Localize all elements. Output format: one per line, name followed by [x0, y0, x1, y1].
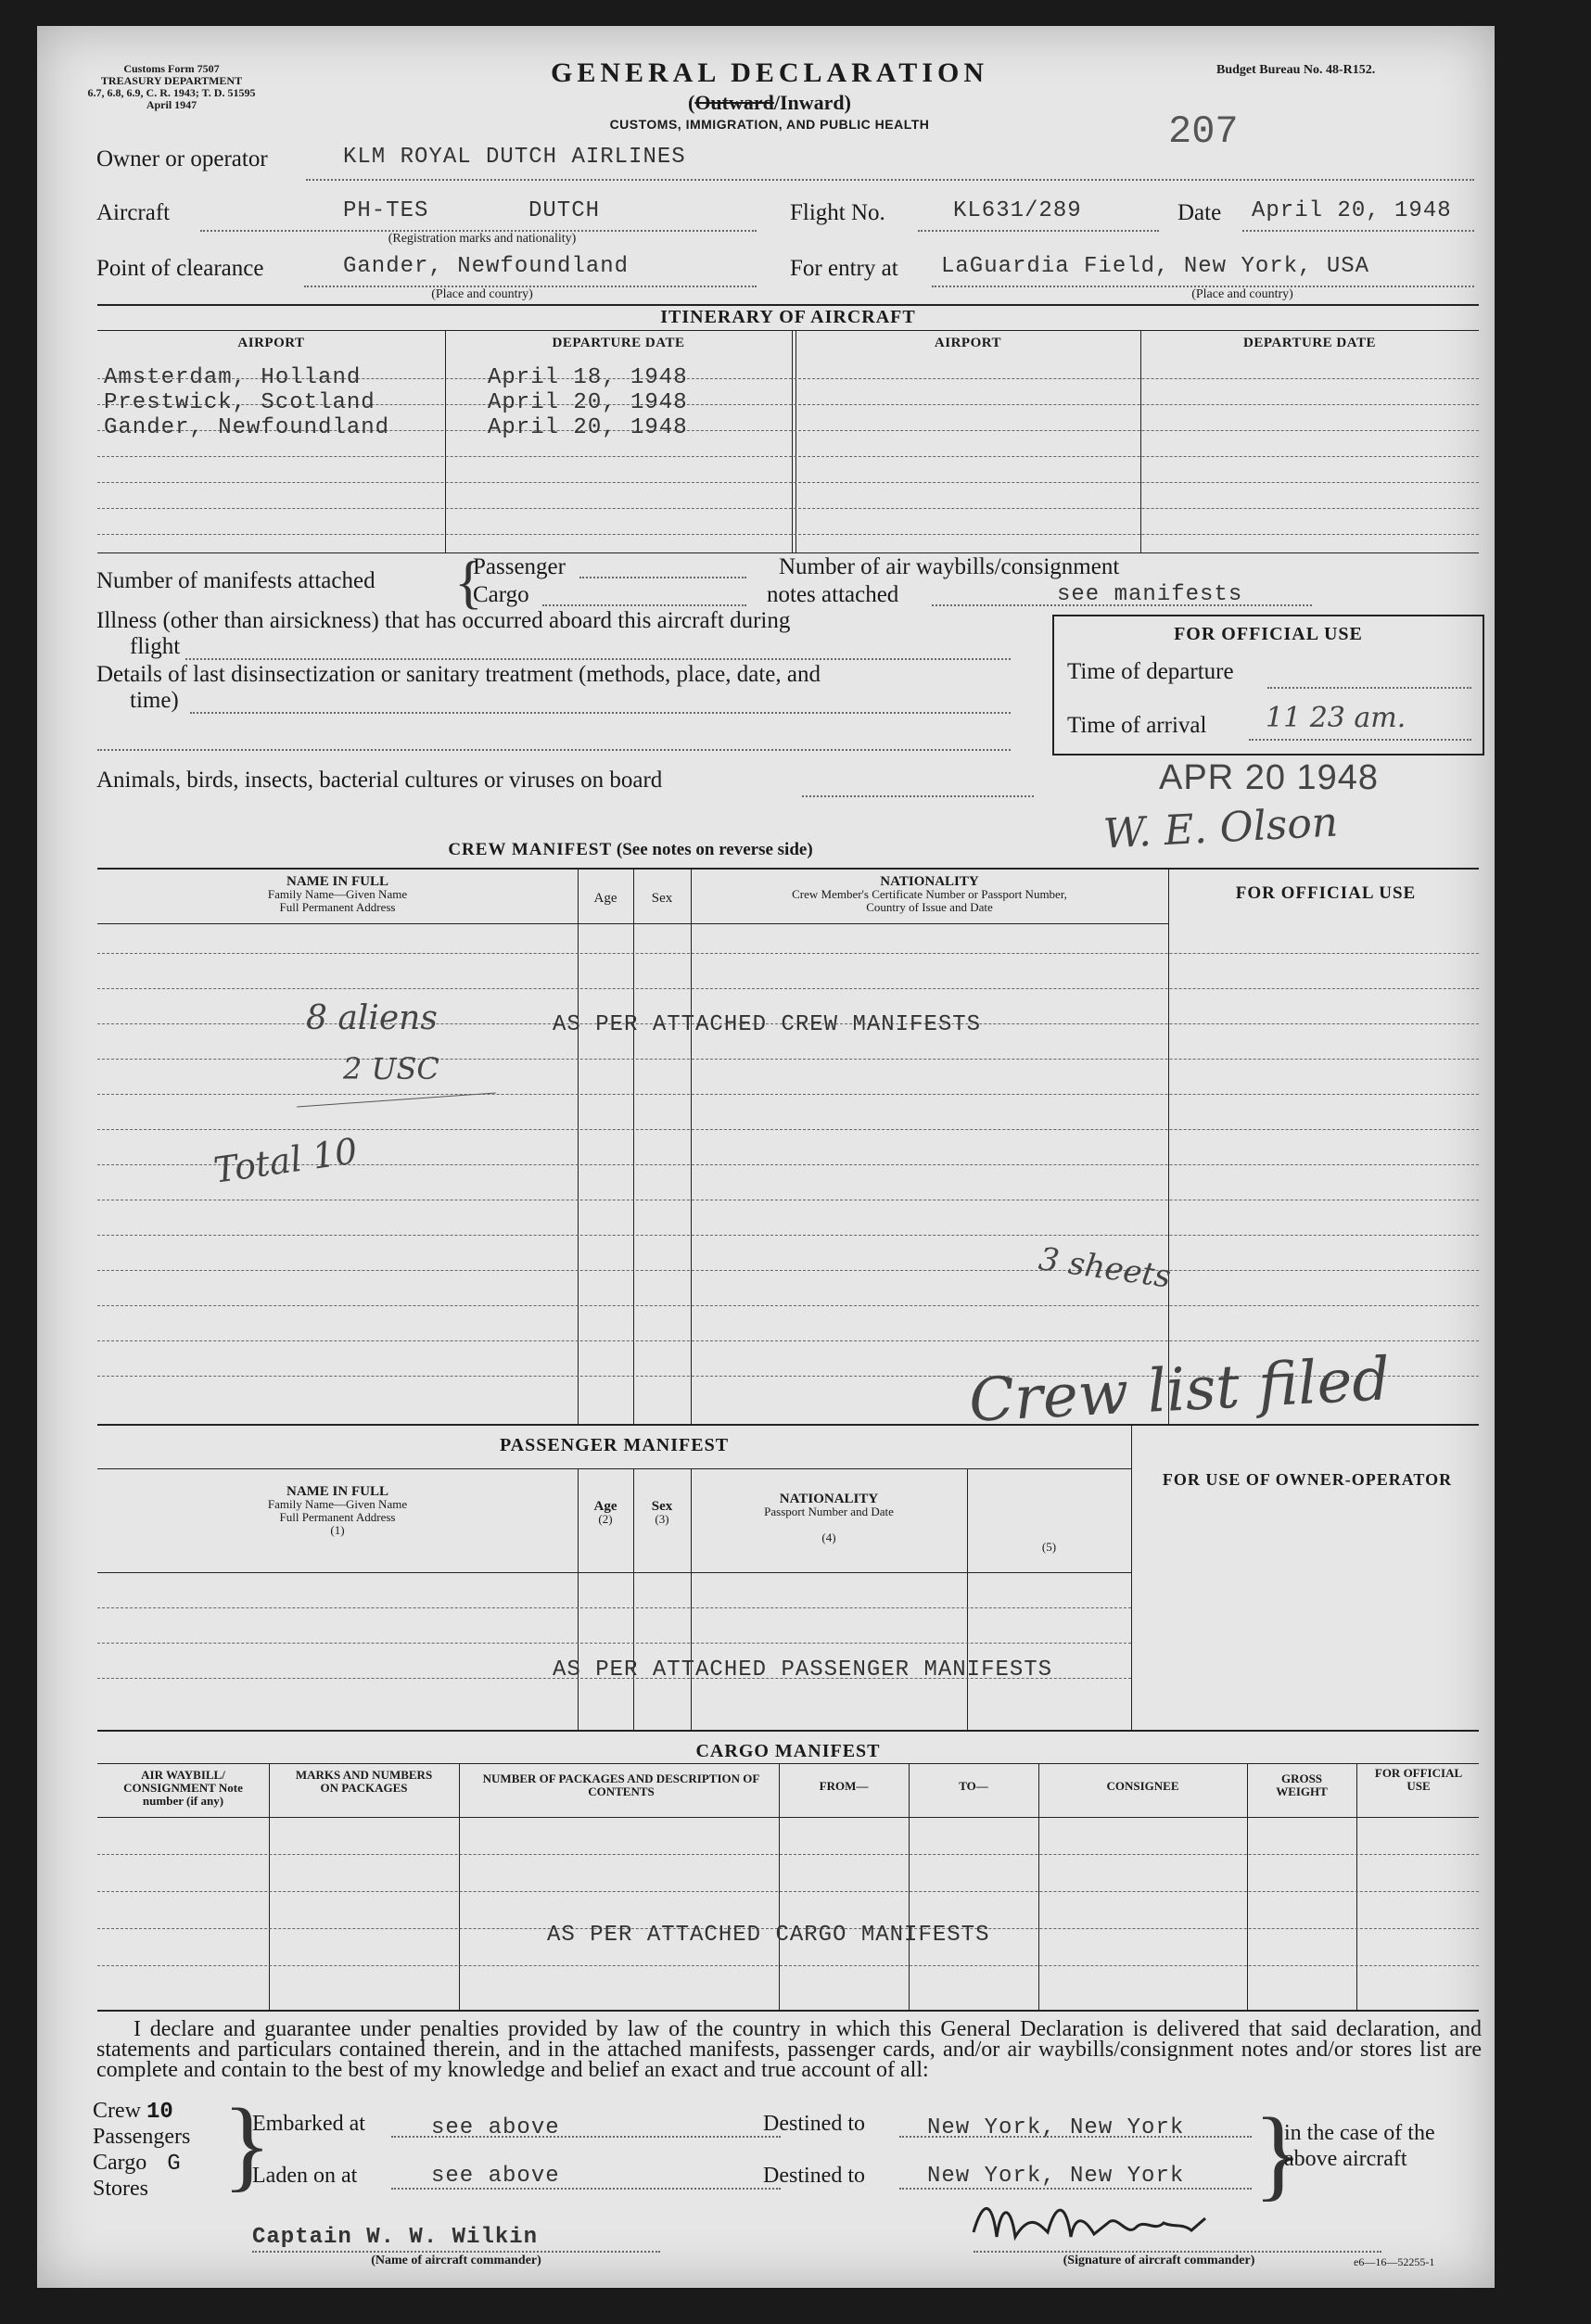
totals-brace: } — [223, 2088, 272, 2201]
crew-title-main: CREW MANIFEST — [448, 840, 613, 859]
cargo-col-marks: MARKS AND NUMBERS ON PACKAGES — [295, 1768, 433, 1795]
cargo-col-weight: GROSS WEIGHT — [1276, 1772, 1328, 1798]
cargo-col-consignee: CONSIGNEE — [1106, 1779, 1179, 1793]
crew-col-name-3: Full Permanent Address — [279, 900, 396, 914]
passenger-count-label: Passenger — [473, 554, 566, 579]
itinerary-col-departure-2: DEPARTURE DATE — [1242, 336, 1376, 350]
itinerary-date: April 18, 1948 — [488, 365, 688, 390]
form-direction: (Outward/Inward) — [687, 91, 851, 114]
owner-operator-col: FOR USE OF OWNER-OPERATOR — [1162, 1470, 1453, 1489]
passenger-col-nat-1: NATIONALITY — [779, 1492, 879, 1506]
date-label: Date — [1177, 200, 1222, 225]
crew-col-nat-1: NATIONALITY — [880, 874, 979, 889]
passenger-col-name — [97, 1485, 578, 1537]
itinerary-date: April 20, 1948 — [488, 415, 688, 440]
form-title: GENERAL DECLARATION — [550, 57, 988, 88]
official-use-box — [1052, 615, 1484, 756]
illness-label-2: flight — [130, 634, 181, 659]
flight-number-label: Flight No. — [790, 200, 885, 225]
crew-total-text: Crew — [93, 2099, 141, 2123]
direction-struck: Outward — [694, 91, 774, 114]
cargo-total-label — [93, 2151, 181, 2177]
cargo-typed-note: AS PER ATTACHED CARGO MANIFESTS — [547, 1923, 990, 1948]
waybills-label: Number of air waybills/consignment — [779, 554, 1120, 579]
manifests-label: Number of manifests attached — [96, 568, 375, 593]
passenger-col-age-label: Age — [593, 1499, 617, 1514]
cargo-col-official: FOR OFFICIAL USE — [1374, 1766, 1463, 1793]
commander-caption: (Name of aircraft commander) — [371, 2254, 541, 2267]
entry-value: LaGuardia Field, New York, USA — [941, 254, 1370, 279]
cargo-count-label: Cargo — [473, 582, 529, 607]
aircraft-caption: (Registration marks and nationality) — [388, 232, 577, 246]
destined-value-2: New York, New York — [927, 2164, 1185, 2189]
crew-official-col: FOR OFFICIAL USE — [1235, 883, 1417, 903]
date-stamp: APR 20 1948 — [1159, 758, 1380, 797]
cargo-title: CARGO MANIFEST — [695, 1741, 881, 1761]
cargo-col-packages: NUMBER OF PACKAGES AND DESCRIPTION OF CONTENTS — [482, 1772, 760, 1798]
passenger-title: PASSENGER MANIFEST — [499, 1435, 730, 1455]
aircraft-registration: PH-TES — [343, 198, 429, 223]
crew-typed-note: AS PER ATTACHED CREW MANIFESTS — [553, 1012, 982, 1037]
disinsect-label: Details of last disinsectization or sanitary treatment (methods, place, date, and — [96, 662, 821, 687]
stores-total-label: Stores — [93, 2177, 148, 2201]
destined-value-1: New York, New York — [927, 2115, 1185, 2140]
declaration-form — [37, 26, 1495, 2288]
entry-label: For entry at — [790, 256, 898, 281]
passenger-col-sex — [633, 1500, 691, 1526]
animals-label: Animals, birds, insects, bacterial cultures or viruses on board — [96, 768, 663, 793]
waybills-value: see manifests — [1057, 582, 1243, 607]
owner-value: KLM ROYAL DUTCH AIRLINES — [343, 145, 686, 170]
case-label-2: above aircraft — [1284, 2147, 1407, 2171]
itinerary-row — [104, 390, 375, 415]
crew-col-nat-3: Country of Issue and Date — [866, 900, 993, 914]
arrival-time-value: 11 23 am. — [1266, 702, 1406, 734]
budget-number: Budget Bureau No. 48-R152. — [1216, 63, 1376, 77]
passengers-total-label: Passengers — [93, 2125, 191, 2149]
crew-hand-usc: 2 USC — [343, 1051, 439, 1086]
crew-title — [97, 840, 1164, 860]
cargo-col-to: TO— — [959, 1779, 988, 1793]
clearance-caption: (Place and country) — [431, 287, 533, 301]
crew-col-nationality — [691, 875, 1168, 914]
crew-col-name — [97, 875, 578, 914]
aircraft-nationality: DUTCH — [528, 198, 601, 223]
passenger-col-name-1: NAME IN FULL — [286, 1484, 388, 1499]
inspector-signature: W. E. Olson — [1101, 798, 1340, 858]
passenger-col-nat-2: Passport Number and Date — [764, 1505, 894, 1518]
cargo-total-text: Cargo — [93, 2151, 147, 2175]
flight-number-value: KL631/289 — [953, 198, 1082, 223]
passenger-col-age-num: (2) — [598, 1512, 613, 1526]
itinerary-date: April 20, 1948 — [488, 390, 688, 415]
crew-title-note: (See notes on reverse side) — [616, 840, 813, 859]
itinerary-title: ITINERARY OF AIRCRAFT — [660, 307, 916, 327]
signature-scribble — [955, 2195, 1363, 2251]
itinerary-row — [104, 415, 389, 440]
form-subtitle: CUSTOMS, IMMIGRATION, AND PUBLIC HEALTH — [609, 117, 930, 132]
laden-label: Laden on at — [252, 2164, 358, 2188]
form-id-line: TREASURY DEPARTMENT — [100, 74, 243, 87]
crew-hand-filed: Crew list filed — [967, 1345, 1393, 1436]
crew-col-name-2: Family Name—Given Name — [267, 887, 408, 901]
official-use-title: FOR OFFICIAL USE — [1174, 624, 1363, 644]
cargo-col-waybill: AIR WAYBILL/ CONSIGNMENT Note number (if any) — [123, 1768, 243, 1808]
itinerary-airport: Gander, Newfoundland — [104, 415, 390, 440]
crew-total-value: 10 — [146, 2100, 173, 2125]
passenger-col-sex-num: (3) — [655, 1512, 669, 1526]
embarked-label: Embarked at — [252, 2112, 365, 2136]
direction-inward: /Inward) — [773, 91, 851, 114]
passenger-col-nat-num: (4) — [821, 1530, 836, 1544]
passenger-col-5: (5) — [1041, 1540, 1057, 1554]
form-id-block — [74, 63, 269, 111]
cargo-col-from: FROM— — [819, 1779, 869, 1793]
aircraft-label: Aircraft — [96, 200, 171, 225]
owner-label: Owner or operator — [96, 146, 268, 171]
waybills-label-2: notes attached — [767, 582, 899, 607]
itinerary-col-airport: AIRPORT — [237, 336, 305, 350]
commander-name: Captain W. W. Wilkin — [252, 2225, 539, 2250]
form-id-line: April 1947 — [146, 98, 197, 111]
document-number: 207 — [1168, 109, 1239, 154]
itinerary-airport: Amsterdam, Holland — [104, 365, 362, 390]
passenger-col-name-num: (1) — [330, 1523, 345, 1537]
crew-hand-aliens: 8 aliens — [306, 999, 438, 1037]
departure-time-label: Time of departure — [1067, 659, 1234, 684]
declaration-text: I declare and guarantee under penalties provided by law of the country in which this General Declaration is delivered that said declaration, and statements and particulars contained therein, and in the attached manifests, passenger cards, and/or air waybills/consignment notes and/or stores list are complete and contain to the best of my knowledge and belief an exact and true account of all: — [96, 2017, 1482, 2082]
form-id-line: 6.7, 6.8, 6.9, C. R. 1943; T. D. 51595 — [87, 86, 256, 99]
case-label-1: in the case of the — [1284, 2121, 1435, 2145]
itinerary-row — [104, 365, 361, 390]
aircraft-brace: } — [1254, 2097, 1303, 2210]
destined-label-2: Destined to — [763, 2164, 865, 2188]
arrival-time-label: Time of arrival — [1067, 713, 1207, 738]
crew-hand-sheets: 3 sheets — [1036, 1240, 1174, 1296]
entry-caption: (Place and country) — [1191, 287, 1293, 301]
crew-col-sex: Sex — [651, 891, 673, 906]
date-value: April 20, 1948 — [1252, 198, 1452, 223]
passenger-col-name-3: Full Permanent Address — [279, 1510, 396, 1524]
cargo-total-value: G — [167, 2152, 181, 2177]
crew-col-nat-2: Crew Member's Certificate Number or Passport Number, — [792, 887, 1067, 901]
laden-value: see above — [431, 2164, 560, 2189]
embarked-value: see above — [431, 2115, 560, 2140]
itinerary-col-airport-2: AIRPORT — [934, 336, 1002, 350]
clearance-label: Point of clearance — [96, 256, 264, 281]
print-code: e6—16—52255-1 — [1354, 2255, 1435, 2268]
passenger-col-sex-label: Sex — [651, 1499, 673, 1514]
clearance-value: Gander, Newfoundland — [343, 254, 630, 279]
signature-caption: (Signature of aircraft commander) — [1063, 2254, 1255, 2267]
crew-col-age: Age — [593, 891, 617, 906]
passenger-col-nationality — [691, 1492, 967, 1544]
itinerary-airport: Prestwick, Scotland — [104, 390, 375, 415]
destined-label-1: Destined to — [763, 2112, 865, 2136]
crew-hand-total: Total 10 — [210, 1130, 361, 1191]
passenger-typed-note: AS PER ATTACHED PASSENGER MANIFESTS — [553, 1657, 1053, 1683]
itinerary-col-departure: DEPARTURE DATE — [552, 336, 685, 350]
crew-col-name-1: NAME IN FULL — [286, 874, 388, 889]
passenger-col-name-2: Family Name—Given Name — [267, 1497, 408, 1511]
passenger-col-age — [578, 1500, 633, 1526]
illness-label: Illness (other than airsickness) that has occurred aboard this aircraft during — [96, 608, 791, 633]
form-id-line: Customs Form 7507 — [123, 62, 220, 75]
manifests-brace: { — [454, 549, 483, 615]
crew-total-label — [93, 2099, 173, 2125]
disinsect-label-2: time) — [130, 688, 179, 713]
commander-signature — [955, 2195, 1363, 2251]
